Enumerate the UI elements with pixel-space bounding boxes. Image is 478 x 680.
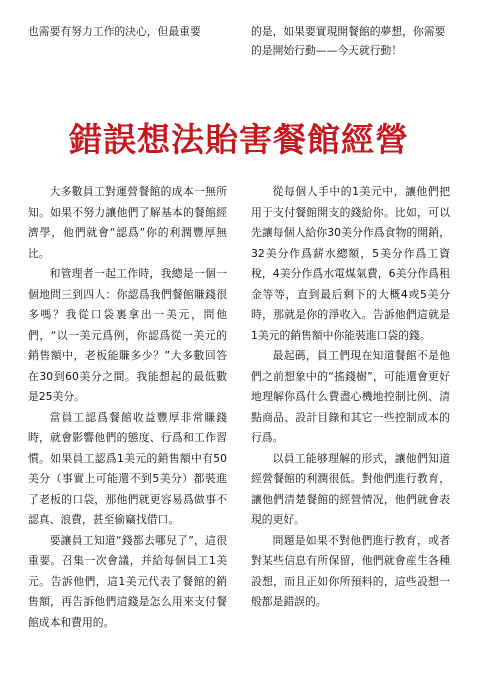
article-title: 錯誤想法貽害餐館經營 (69, 120, 409, 159)
paragraph: 問題是如果不對他們進行教育，或者對某些信息有所保留，他們就會産生各種設想，而且正如你所預料的，這些設想一般都是錯誤的。 (251, 533, 450, 608)
paragraph: 要讓員工知道“錢都去哪兒了”，這很重要。召集一次會議，并給每個員工1美元。告訴他們，這1美元代表了餐館的銷售額，再告訴他們這錢是怎么用來支付餐館成本和費用的。 (28, 533, 227, 629)
right-column (251, 182, 450, 633)
previous-article-ending (28, 22, 450, 60)
paragraph: 從每個人手中的1美元中，讓他們把用于支付餐館開支的錢給你。比如，可以先讓每個人給你30美分作爲食物的開銷，32美分作爲薪水總額，5美分作爲工資稅，4美分作爲水電煤氣費，6美分作爲租金等等，直到最后剩下的大概4或5美分時，那就是你的淨收入。告訴他們這就是1美元的銷售額中你能裝進口袋的錢。 (251, 185, 450, 342)
paragraph: 和管理者一起工作時，我總是一個一個地問三到四人：你認爲我們餐館賺錢很多嗎？我從口袋裏拿出一美元，問他們，“以一美元爲例，你認爲從一美元的銷售額中，老板能賺多少？”大多數回答在30到60美分之間。我能想起的最低數是25美分。 (28, 267, 227, 403)
paragraph: 最起碼，員工們現在知道餐館不是他們之前想象中的“搖錢樹”，可能還會更好地理解你爲什么費盡心機地控制比例、清點商品、設計目錄和其它一些控制成本的行爲。 (251, 349, 450, 444)
article-body (28, 182, 450, 633)
paragraph: 當員工認爲餐館收益豐厚非常賺錢時，就會影響他們的態度、行爲和工作習慣。如果員工認爲1美元的銷售額中有50美分（事實上可能還不到5美分）都裝進了老板的口袋，那他們就更容易爲做事不認真、浪費，甚至偷竊找借口。 (28, 410, 227, 526)
paragraph: 大多數員工對運營餐館的成本一無所知。如果不努力讓他們了解基本的餐館經濟學，他們就會“認爲”你的利潤豐厚無比。 (28, 185, 227, 260)
left-column (28, 182, 227, 633)
top-left-text: 也需要有努力工作的決心，但最重要 (28, 25, 201, 38)
top-right-text: 的是，如果要實現開餐館的夢想，你需要的是開始行動——今天就行動！ (251, 25, 446, 57)
paragraph: 以員工能够理解的形式，讓他們知道經營餐館的利潤很低。對他們進行教育，讓他們清楚餐館的經營情况，他們就會表現的更好。 (251, 451, 450, 526)
